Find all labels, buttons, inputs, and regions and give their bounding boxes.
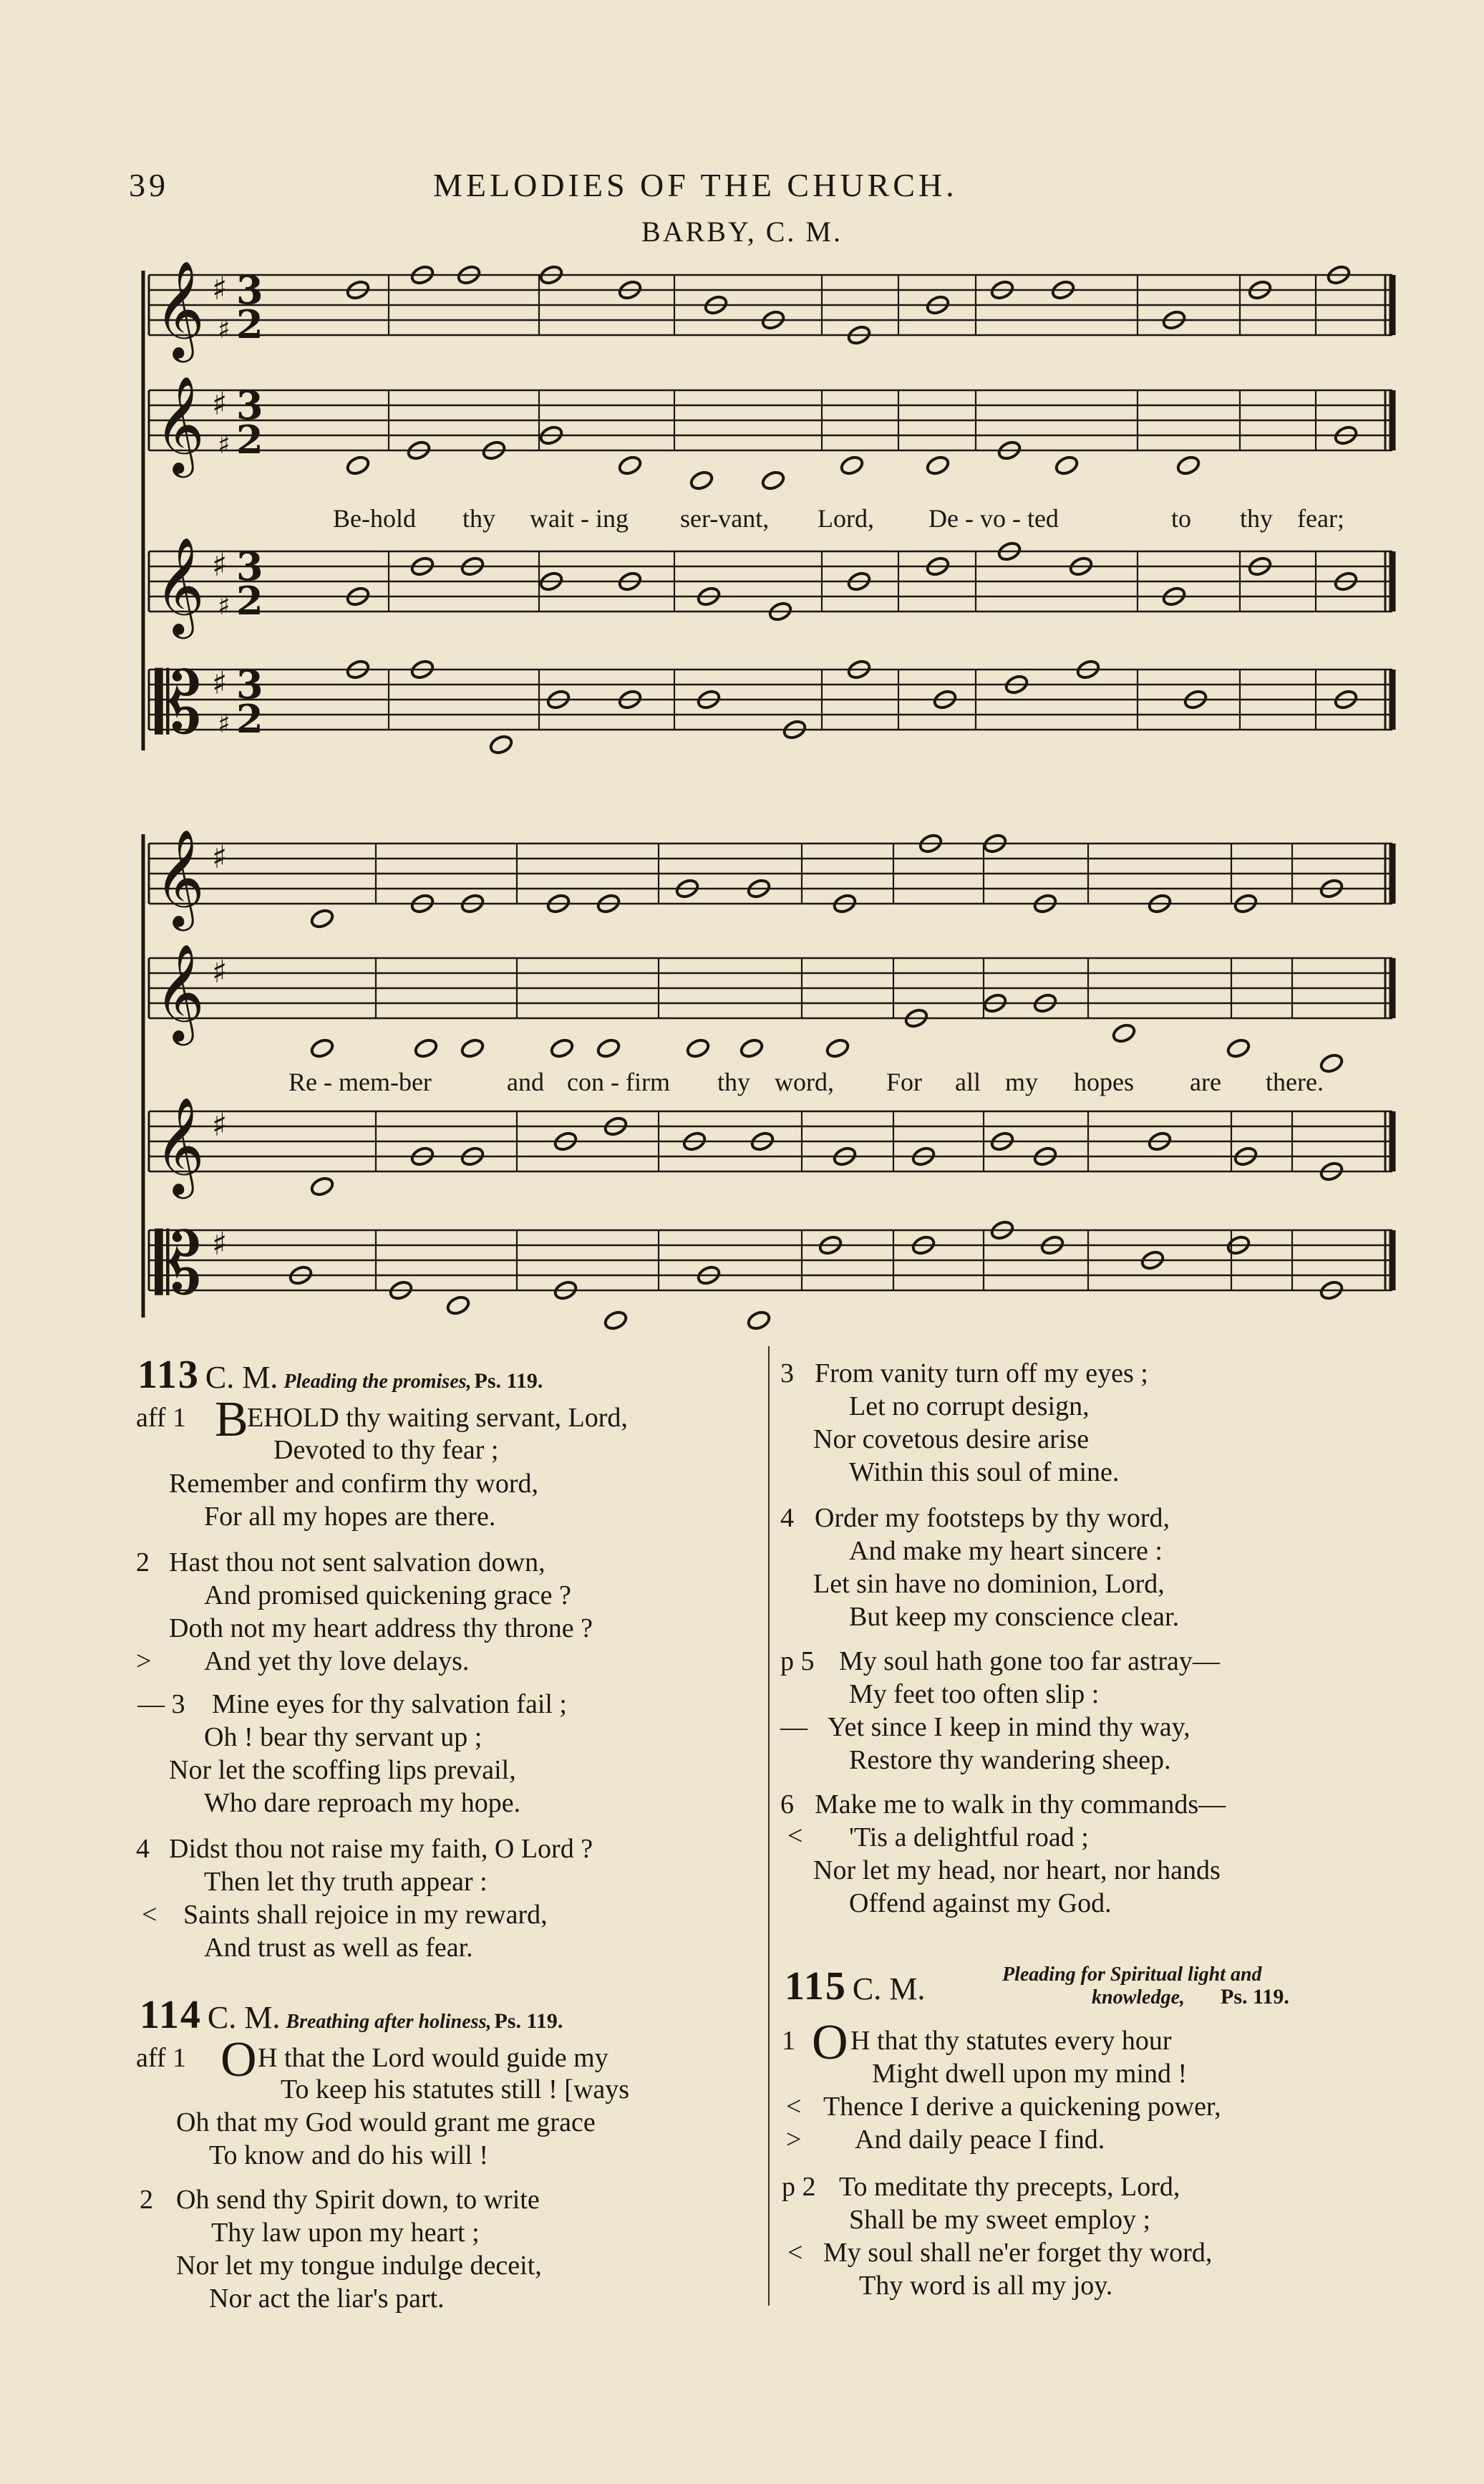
hymn-subject: Breathing after holiness, [286, 2011, 492, 2033]
key-signature-sharp: ♯ [212, 665, 228, 702]
note-head [309, 1038, 335, 1060]
drop-cap: O [812, 2015, 848, 2070]
hymn-line: And daily peace I find. [855, 2125, 1105, 2155]
hymn-meter: C. M. [207, 2000, 281, 2035]
note-head [1111, 1023, 1137, 1045]
stanza-number: 4 [136, 1834, 150, 1864]
c-clef: 𝄡 [155, 1214, 202, 1313]
stanza-number: p 5 [780, 1646, 815, 1676]
hymn-line: Let no corrupt design, [849, 1391, 1090, 1421]
hymn-line: Thy law upon my heart ; [211, 2218, 480, 2248]
hymn-line: My soul shall ne'er forget thy word, [823, 2238, 1213, 2268]
hymn-line: Who dare reproach my hope. [204, 1788, 521, 1818]
note-head [345, 455, 371, 477]
hymn-line: Oh that my God would grant me grace [176, 2107, 596, 2137]
hymn-line: My feet too often slip : [849, 1679, 1100, 1709]
hymn-heading [785, 1963, 925, 2009]
note-head [309, 908, 335, 930]
drop-cap: O [220, 2032, 257, 2087]
hymn-line: And yet thy love delays. [204, 1646, 470, 1676]
hymn-line: Nor let my tongue indulge deceit, [176, 2251, 542, 2281]
lyric-word: to [1171, 504, 1192, 533]
column-divider [768, 1346, 770, 2306]
hymn-line: Saints shall rejoice in my reward, [183, 1900, 548, 1930]
hymn-line: To meditate thy precepts, Lord, [839, 2172, 1180, 2202]
key-signature-sharp: ♯ [218, 430, 231, 460]
hymn-line: Oh ! bear thy servant up ; [204, 1722, 482, 1752]
hymn-subject: knowledge, [1092, 1986, 1185, 2009]
dynamic-mark: < [786, 2092, 802, 2122]
hymn-heading [140, 1992, 762, 2038]
key-signature-sharp: ♯ [212, 954, 228, 990]
note-head [460, 1038, 485, 1060]
note-head [839, 455, 865, 477]
lyric-word: ser-vant, [680, 504, 770, 533]
hymn-line: EHOLD thy waiting servant, Lord, [247, 1403, 628, 1433]
hymn-line: To know and do his will ! [209, 2140, 488, 2170]
lyric-word: For [886, 1068, 923, 1096]
lyric-word: hopes [1074, 1068, 1134, 1096]
hymn-line: Offend against my God. [849, 1888, 1112, 1918]
stanza-number: 6 [780, 1789, 794, 1819]
time-signature: 2 [236, 578, 263, 624]
hymn-line: Make me to walk in thy commands— [815, 1789, 1226, 1819]
treble-clef: 𝄞 [155, 374, 205, 473]
lyric-word: word, [775, 1068, 834, 1096]
stanza-number: aff 1 [136, 2043, 186, 2073]
hymn-line: H that the Lord would guide my [258, 2043, 608, 2073]
tune-title: BARBY, C. M. [641, 216, 843, 248]
treble-clef: 𝄞 [155, 942, 205, 1041]
note-head [309, 1176, 335, 1198]
hymn-number: 113 [137, 1353, 200, 1397]
hymn-line: Nor let my head, nor heart, nor hands [813, 1855, 1221, 1885]
treble-clef: 𝄞 [155, 259, 205, 358]
stanza-number: aff 1 [136, 1403, 186, 1433]
hymn-line: Thence I derive a quickening power, [823, 2092, 1221, 2122]
note-head [685, 1038, 711, 1060]
time-signature: 2 [236, 301, 263, 347]
note-head [1175, 455, 1201, 477]
lyric-word: my [1005, 1068, 1039, 1096]
hymn-line: To keep his statutes still ! [ways [281, 2074, 630, 2104]
stanza-number: 3 [780, 1358, 794, 1388]
hymn-line: But keep my conscience clear. [849, 1602, 1180, 1632]
stanza-number: p 2 [782, 2172, 816, 2202]
lyric-word: and [507, 1068, 544, 1096]
time-signature: 3 [236, 662, 263, 707]
note-head [825, 1038, 850, 1060]
hymn-subject: Pleading the promises, [283, 1371, 472, 1393]
key-signature-sharp: ♯ [212, 271, 228, 307]
hymn-line: Might dwell upon my mind ! [872, 2059, 1188, 2089]
time-signature: 2 [236, 696, 263, 742]
lyric-word: thy [1240, 504, 1274, 533]
note-head [617, 455, 643, 477]
hymn-line: Nor act the liar's part. [209, 2284, 445, 2314]
key-signature-sharp: ♯ [218, 315, 231, 344]
hymn-line: Then let thy truth appear : [204, 1867, 488, 1897]
treble-clef: 𝄞 [155, 1096, 205, 1194]
note-head [739, 1038, 765, 1060]
hymn-line: Remember and confirm thy word, [169, 1469, 539, 1499]
dynamic-mark: > [136, 1646, 152, 1676]
hymn-line: Nor covetous desire arise [813, 1424, 1090, 1454]
key-signature-sharp: ♯ [218, 710, 231, 739]
lyric-word: Re - mem-ber [288, 1068, 432, 1096]
key-signature-sharp: ♯ [218, 591, 231, 621]
note-head [549, 1038, 575, 1060]
dynamic-mark: < [787, 1821, 803, 1851]
lyric-word: Be-hold [333, 504, 416, 533]
time-signature: 3 [236, 382, 263, 428]
hymn-line: H that thy statutes every hour [850, 2026, 1172, 2056]
key-signature-sharp: ♯ [212, 1107, 228, 1144]
hymn-line: For all my hopes are there. [204, 1502, 496, 1532]
hymn-line: Within this soul of mine. [849, 1457, 1120, 1487]
hymn-line: 'Tis a delightful road ; [849, 1822, 1089, 1852]
hymn-line: Restore thy wandering sheep. [849, 1745, 1171, 1775]
stanza-number: 2 [140, 2185, 153, 2215]
hymn-line: Hast thou not sent salvation down, [169, 1547, 545, 1577]
hymn-line: Didst thou not raise my faith, O Lord ? [169, 1834, 593, 1864]
scripture-ref: Ps. 119. [1221, 1985, 1289, 2009]
stanza-number: 1 [782, 2026, 795, 2056]
scripture-ref: Ps. 119. [474, 1369, 543, 1393]
hymn-line: Thy word is all my joy. [859, 2271, 1113, 2301]
lyric-word: fear; [1297, 504, 1344, 533]
dynamic-mark: — [780, 1712, 808, 1742]
dynamic-mark: > [786, 2125, 802, 2155]
stanza-number: — 3 [137, 1689, 185, 1719]
lyric-word: thy [717, 1068, 751, 1096]
lyric-word: thy [462, 504, 496, 533]
key-signature-sharp: ♯ [212, 1226, 228, 1262]
hymn-line: And make my heart sincere : [849, 1536, 1163, 1566]
hymn-line: Mine eyes for thy salvation fail ; [212, 1689, 567, 1719]
note-head [603, 1310, 629, 1332]
hymn-line: From vanity turn off my eyes ; [815, 1358, 1148, 1388]
hymn-line: And trust as well as fear. [204, 1933, 473, 1963]
drop-cap: B [215, 1392, 248, 1447]
hymn-number: 114 [140, 1993, 202, 2037]
hymn-meter: C. M. [205, 1360, 278, 1395]
hymn-line: Devoted to thy fear ; [273, 1435, 499, 1465]
lyric-word: wait - ing [530, 504, 629, 533]
treble-clef: 𝄞 [155, 536, 205, 634]
lyric-word: are [1190, 1068, 1221, 1096]
dynamic-mark: < [142, 1900, 157, 1930]
hymn-heading [137, 1352, 760, 1398]
hymn-line: My soul hath gone too far astray— [839, 1646, 1220, 1676]
hymn-line: Order my footsteps by thy word, [815, 1503, 1170, 1533]
lyric-word: De - vo - ted [928, 504, 1059, 533]
key-signature-sharp: ♯ [212, 839, 228, 876]
treble-clef: 𝄞 [155, 828, 205, 927]
lyric-word: all [955, 1068, 981, 1096]
hymn-line: Let sin have no dominion, Lord, [813, 1569, 1165, 1599]
hymn-subject: Pleading for Spiritual light and [1002, 1963, 1262, 1986]
hymn-number: 115 [785, 1964, 847, 2009]
hymn-line: Shall be my sweet employ ; [849, 2205, 1151, 2235]
hymn-meter: C. M. [852, 1971, 926, 2006]
hymn-line: And promised quickening grace ? [204, 1580, 571, 1610]
note-head [689, 470, 714, 492]
lyric-word: con - firm [567, 1068, 670, 1096]
note-head [488, 734, 514, 756]
key-signature-sharp: ♯ [212, 386, 228, 422]
running-title: MELODIES OF THE CHURCH. [433, 167, 958, 203]
hymn-line: Nor let the scoffing lips prevail, [169, 1755, 516, 1785]
lyric-word: Lord, [818, 504, 874, 533]
c-clef: 𝄡 [155, 654, 202, 753]
dynamic-mark: < [787, 2238, 803, 2268]
note-head [413, 1038, 439, 1060]
note-head [925, 455, 951, 477]
note-head [445, 1295, 471, 1317]
note-head [746, 1310, 772, 1332]
note-head [1226, 1038, 1251, 1060]
time-signature: 3 [236, 543, 263, 589]
hymn-line: Doth not my heart address thy throne ? [169, 1613, 593, 1643]
stanza-number: 2 [136, 1547, 150, 1577]
scripture-ref: Ps. 119. [494, 2009, 563, 2033]
note-head [596, 1038, 621, 1060]
note-head [760, 470, 786, 492]
hymn-line: Oh send thy Spirit down, to write [176, 2185, 540, 2215]
page-number: 39 [129, 167, 169, 203]
key-signature-sharp: ♯ [212, 547, 228, 584]
stanza-number: 4 [780, 1503, 794, 1533]
hymn-line: Yet since I keep in mind thy way, [828, 1712, 1190, 1742]
note-head [1054, 455, 1080, 477]
time-signature: 3 [236, 267, 263, 313]
lyric-word: there. [1266, 1068, 1324, 1096]
time-signature: 2 [236, 417, 263, 463]
